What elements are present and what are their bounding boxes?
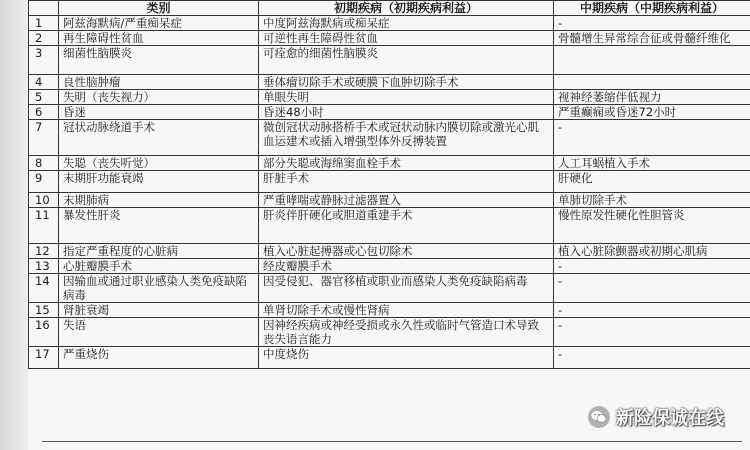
row-early-illness: 因神经疾病或神经受损或永久性或临时气管造口术导致丧失语言能力 [259, 318, 554, 347]
row-mid-illness: - [554, 318, 750, 347]
document-sheet [28, 0, 750, 450]
row-index: 5 [29, 90, 59, 105]
row-index: 3 [29, 46, 59, 75]
row-early-illness: 中度阿兹海默病或痴呆症 [259, 16, 554, 31]
row-index: 6 [29, 105, 59, 120]
row-mid-illness: 骨髓增生异常综合征或骨髓纤维化 [554, 31, 750, 46]
row-early-illness: 可痊愈的细菌性脑膜炎 [259, 46, 554, 75]
row-mid-illness: - [554, 259, 750, 274]
watermark [588, 404, 724, 430]
row-category: 冠状动脉绕道手术 [59, 120, 259, 156]
row-mid-illness: - [554, 303, 750, 318]
table-row [29, 208, 750, 244]
table-row [29, 16, 750, 31]
row-category: 心脏瓣膜手术 [59, 259, 259, 274]
page-bottom-rule [42, 441, 742, 442]
table-row [29, 46, 750, 75]
row-index: 9 [29, 171, 59, 193]
table-row [29, 156, 750, 171]
row-mid-illness: 严重癫痫或昏迷72小时 [554, 105, 750, 120]
row-index: 4 [29, 75, 59, 90]
header-early-illness: 初期疾病（初期疾病利益） [259, 1, 554, 16]
row-early-illness: 中度烧伤 [259, 347, 554, 369]
table-row [29, 347, 750, 369]
row-category: 指定严重程度的心脏病 [59, 244, 259, 259]
table-row [29, 274, 750, 303]
table-body [29, 16, 750, 369]
row-index: 17 [29, 347, 59, 369]
row-index: 13 [29, 259, 59, 274]
watermark-text: 新险保诚在线 [616, 408, 724, 429]
wechat-icon [588, 406, 610, 428]
row-mid-illness: 慢性原发性硬化性胆管炎 [554, 208, 750, 244]
table-row [29, 31, 750, 46]
row-category: 末期肺病 [59, 193, 259, 208]
row-category: 再生障碍性贫血 [59, 31, 259, 46]
table-header-row [29, 1, 750, 16]
row-mid-illness: 植入心脏除颤器或初期心肌病 [554, 244, 750, 259]
row-early-illness: 单肾切除手术或慢性肾病 [259, 303, 554, 318]
row-index: 14 [29, 274, 59, 303]
header-category: 类别 [59, 1, 259, 16]
row-index: 15 [29, 303, 59, 318]
table-row [29, 259, 750, 274]
table-row [29, 75, 750, 90]
row-early-illness: 部分失聪或海绵窦血栓手术 [259, 156, 554, 171]
row-mid-illness: - [554, 16, 750, 31]
page-left-shadow [0, 0, 28, 450]
table-row [29, 193, 750, 208]
row-early-illness: 经皮瓣膜手术 [259, 259, 554, 274]
row-category: 良性脑肿瘤 [59, 75, 259, 90]
row-early-illness: 可逆性再生障碍性贫血 [259, 31, 554, 46]
table-row [29, 90, 750, 105]
row-index: 2 [29, 31, 59, 46]
row-index: 8 [29, 156, 59, 171]
row-index: 16 [29, 318, 59, 347]
row-early-illness: 肝炎伴肝硬化或胆道重建手术 [259, 208, 554, 244]
row-early-illness: 严重哮喘或静脉过滤器置入 [259, 193, 554, 208]
row-early-illness: 肝脏手术 [259, 171, 554, 193]
row-category: 暴发性肝炎 [59, 208, 259, 244]
row-category: 严重烧伤 [59, 347, 259, 369]
row-early-illness: 植入心脏起搏器或心包切除术 [259, 244, 554, 259]
row-category: 阿兹海默病/严重痴呆症 [59, 16, 259, 31]
table-row [29, 303, 750, 318]
row-early-illness: 单眼失明 [259, 90, 554, 105]
table-row [29, 244, 750, 259]
row-mid-illness: - [554, 347, 750, 369]
row-early-illness: 微创冠状动脉搭桥手术或冠状动脉内膜切除或激光心肌血运建术或插入增强型体外反搏装置 [259, 120, 554, 156]
table-row [29, 105, 750, 120]
row-mid-illness: 人工耳蜗植入手术 [554, 156, 750, 171]
row-category: 肾脏衰竭 [59, 303, 259, 318]
header-mid-illness: 中期疾病（中期疾病利益） [554, 1, 750, 16]
row-index: 10 [29, 193, 59, 208]
header-index [29, 1, 59, 16]
table-row [29, 318, 750, 347]
row-mid-illness [554, 75, 750, 90]
row-mid-illness: 肝硬化 [554, 171, 750, 193]
row-category: 失聪（丧失听觉） [59, 156, 259, 171]
row-mid-illness: - [554, 120, 750, 156]
critical-illness-table [28, 0, 750, 369]
row-index: 7 [29, 120, 59, 156]
row-category: 末期肝功能衰竭 [59, 171, 259, 193]
row-mid-illness: 单肺切除手术 [554, 193, 750, 208]
row-category: 细菌性脑膜炎 [59, 46, 259, 75]
row-mid-illness: - [554, 274, 750, 303]
row-category: 昏迷 [59, 105, 259, 120]
row-index: 11 [29, 208, 59, 244]
row-mid-illness [554, 46, 750, 75]
row-index: 12 [29, 244, 59, 259]
row-early-illness: 垂体瘤切除手术或硬膜下血肿切除手术 [259, 75, 554, 90]
row-category: 失明（丧失视力） [59, 90, 259, 105]
row-category: 因输血或通过职业感染人类免疫缺陷病毒 [59, 274, 259, 303]
row-mid-illness: 视神经萎缩伴低视力 [554, 90, 750, 105]
table-row [29, 120, 750, 156]
row-early-illness: 昏迷48小时 [259, 105, 554, 120]
row-category: 失语 [59, 318, 259, 347]
row-index: 1 [29, 16, 59, 31]
table-row [29, 171, 750, 193]
row-early-illness: 因受侵犯、器官移植或职业而感染人类免疫缺陷病毒 [259, 274, 554, 303]
